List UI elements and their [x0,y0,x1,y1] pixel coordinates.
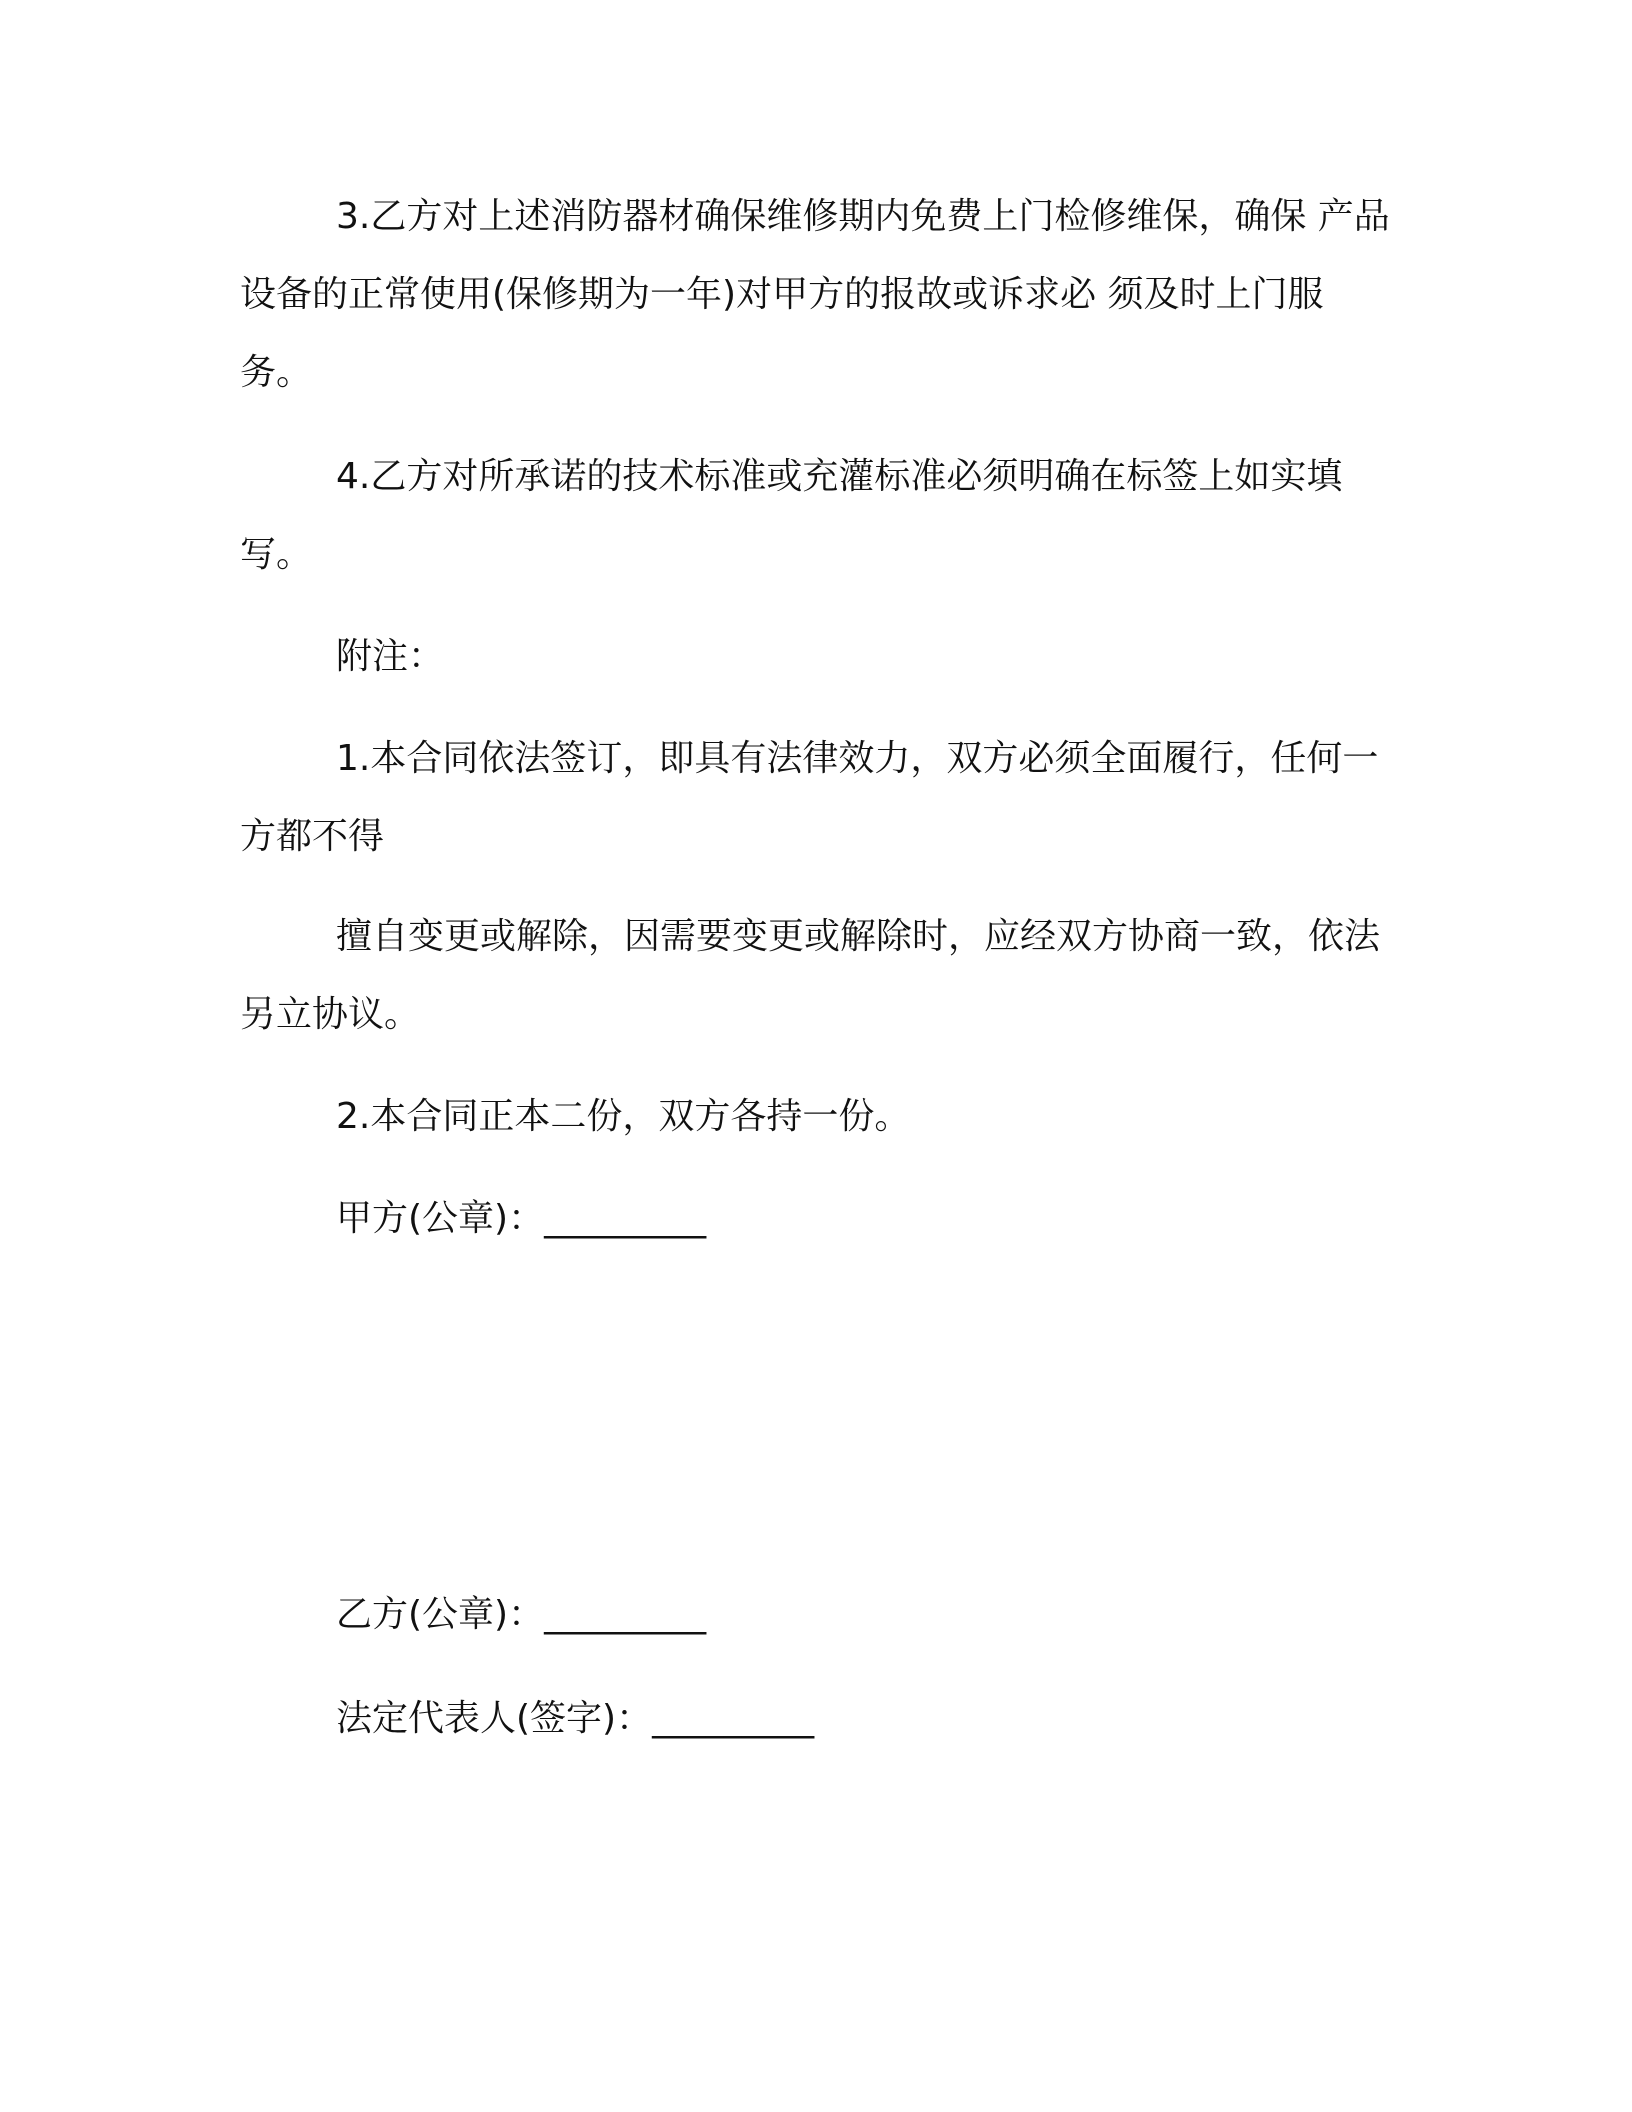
clause-3-paragraph: 3.乙方对上述消防器材确保维修期内免费上门检修维保，确保 产品设备的正常使用(保修期为一年)对甲方的报故或诉求必 须及时上门服务。 [240,196,1390,393]
legal-representative-signature-line: 法定代表人(签字)：_________ [336,1698,815,1739]
note-1-paragraph: 1.本合同依法签订，即具有法律效力，双方必须全面履行，任何一方都不得 [240,738,1379,857]
clause-4-paragraph: 4.乙方对所承诺的技术标准或充灌标准必须明确在标签上如实填写。 [240,456,1343,575]
party-b-seal-line: 乙方(公章)：_________ [336,1594,707,1635]
note-1-continuation-paragraph: 擅自变更或解除，因需要变更或解除时，应经双方协商一致，依法另立协议。 [240,916,1381,1035]
party-a-seal-line: 甲方(公章)：_________ [336,1198,707,1239]
note-label: 附注： [336,636,445,677]
note-2-paragraph: 2.本合同正本二份，双方各持一份。 [336,1096,911,1137]
